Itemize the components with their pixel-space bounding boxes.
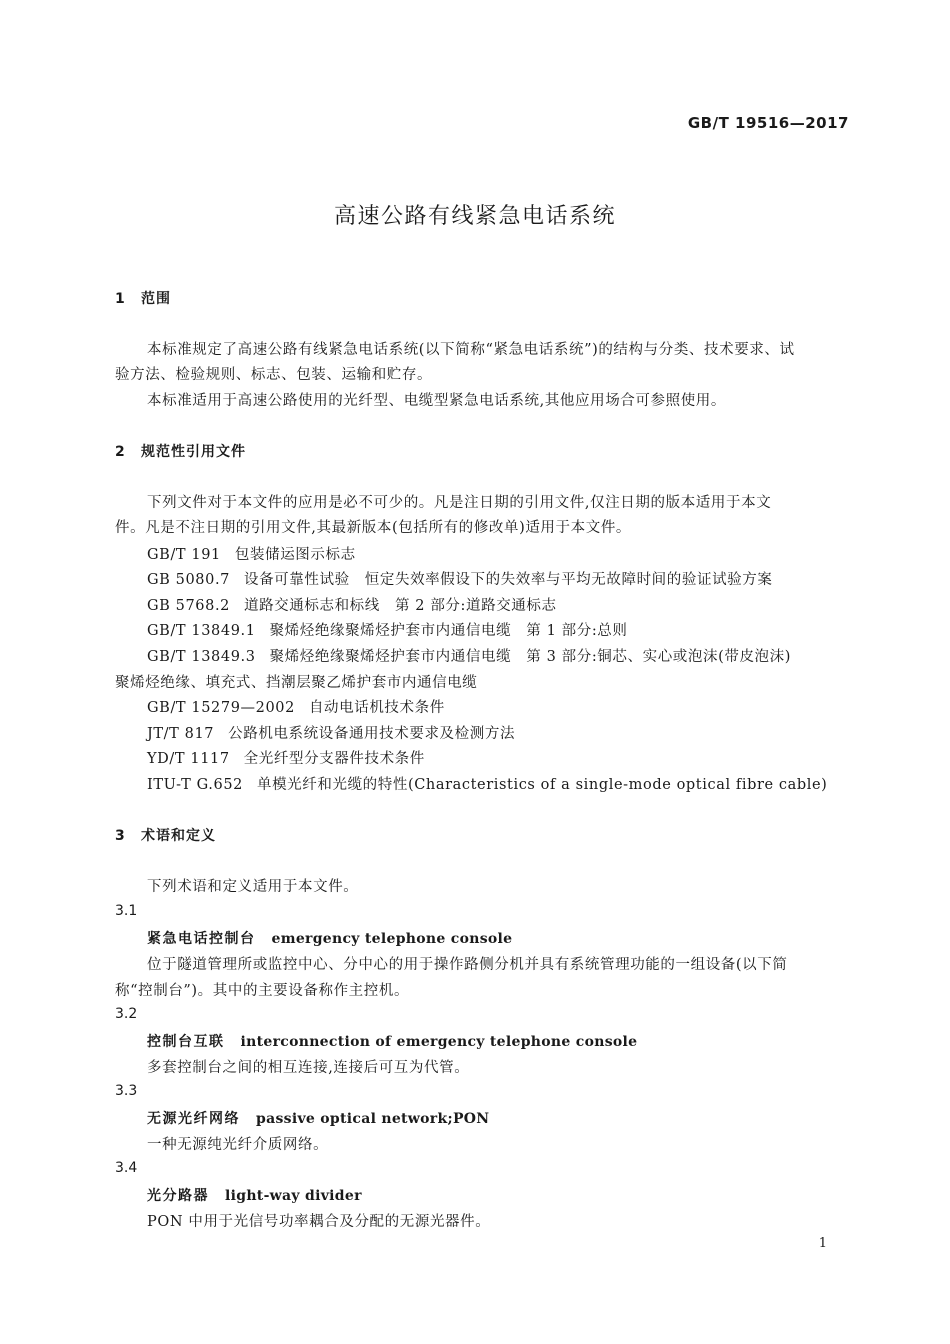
section-title: 范围 [141,291,171,307]
section-3-heading [115,825,216,845]
term-definition-line: 称“控制台”)。其中的主要设备称作主控机。 [115,983,410,999]
paragraph-line: 验方法、检验规则、标志、包装、运输和贮存。 [115,367,433,383]
term-title [147,1108,489,1128]
standard-number: GB/T 19516—2017 [687,114,849,132]
reference-item [147,722,882,743]
reference-title: 聚烯烃绝缘聚烯烃护套市内通信电缆 第 3 部分:铜芯、实心或泡沫(带皮泡沫) [269,649,792,665]
section-1-heading [115,288,171,308]
document-title: 高速公路有线紧急电话系统 [333,204,616,229]
reference-item-continuation: 聚烯烃绝缘、填充式、挡潮层聚乙烯护套市内通信电缆 [115,675,478,691]
reference-item [147,619,882,640]
reference-code: GB/T 13849.1 [147,623,256,639]
term-title-en: light-way divider [225,1188,362,1204]
reference-code: GB 5768.2 [147,598,230,614]
paragraph: 本标准适用于高速公路使用的光纤型、电缆型紧急电话系统,其他应用场合可参照使用。 [147,393,727,409]
term-definition-line: 一种无源纯光纤介质网络。 [147,1137,329,1153]
reference-item [147,543,882,564]
reference-title: 全光纤型分支器件技术条件 [243,751,425,767]
term-title [147,928,512,948]
section-number: 1 [115,291,126,307]
section-2-heading [115,441,246,461]
reference-code: GB/T 191 [147,547,221,563]
section-number: 3 [115,828,126,844]
page-number: 1 [818,1236,827,1251]
paragraph: 下列术语和定义适用于本文件。 [147,879,359,895]
reference-title: 聚烯烃绝缘聚烯烃护套市内通信电缆 第 1 部分:总则 [269,623,628,639]
term-definition-line: 位于隧道管理所或监控中心、分中心的用于操作路侧分机并具有系统管理功能的一组设备(以下简 [147,957,788,973]
term-definition-line: PON 中用于光信号功率耦合及分配的无源光器件。 [147,1214,491,1230]
term-definition-line: 多套控制台之间的相互连接,连接后可互为代管。 [147,1060,470,1076]
reference-code: GB 5080.7 [147,572,230,588]
reference-code: YD/T 1117 [147,751,230,767]
term-title [147,1185,362,1205]
section-title: 术语和定义 [141,828,216,844]
reference-code: GB/T 13849.3 [147,649,256,665]
term-title-zh: 无源光纤网络 [147,1111,240,1127]
term-title-zh: 控制台互联 [147,1034,225,1050]
term-title [147,1031,637,1051]
reference-item [147,568,882,589]
term-number: 3.2 [115,1006,138,1022]
reference-title: 单模光纤和光缆的特性(Characteristics of a single-mode optical fibre cable) [256,777,828,793]
reference-code: ITU-T G.652 [147,777,243,793]
paragraph-line: 下列文件对于本文件的应用是必不可少的。凡是注日期的引用文件,仅注日期的版本适用于本文 [147,495,772,511]
term-title-en: interconnection of emergency telephone console [240,1034,638,1050]
reference-title: 公路机电系统设备通用技术要求及检测方法 [228,726,516,742]
section-number: 2 [115,444,126,460]
reference-code: GB/T 15279—2002 [147,700,295,716]
reference-title: 设备可靠性试验 恒定失效率假设下的失效率与平均无故障时间的验证试验方案 [243,572,773,588]
term-title-en: passive optical network;PON [256,1111,490,1127]
reference-item [147,645,882,666]
paragraph-line: 本标准规定了高速公路有线紧急电话系统(以下简称“紧急电话系统”)的结构与分类、技术要求、试 [147,342,795,358]
term-title-zh: 紧急电话控制台 [147,931,256,947]
term-title-en: emergency telephone console [271,931,513,947]
reference-code: JT/T 817 [147,726,215,742]
reference-title: 道路交通标志和标线 第 2 部分:道路交通标志 [243,598,557,614]
term-number: 3.4 [115,1160,138,1176]
reference-item [147,696,882,717]
reference-item [147,773,882,794]
reference-title: 自动电话机技术条件 [308,700,445,716]
term-title-zh: 光分路器 [147,1188,209,1204]
term-number: 3.3 [115,1083,138,1099]
term-number: 3.1 [115,903,138,919]
paragraph-line: 件。凡是不注日期的引用文件,其最新版本(包括所有的修改单)适用于本文件。 [115,520,632,536]
reference-item [147,747,882,768]
reference-title: 包装储运图示标志 [234,547,356,563]
section-title: 规范性引用文件 [141,444,246,460]
reference-item [147,594,882,615]
